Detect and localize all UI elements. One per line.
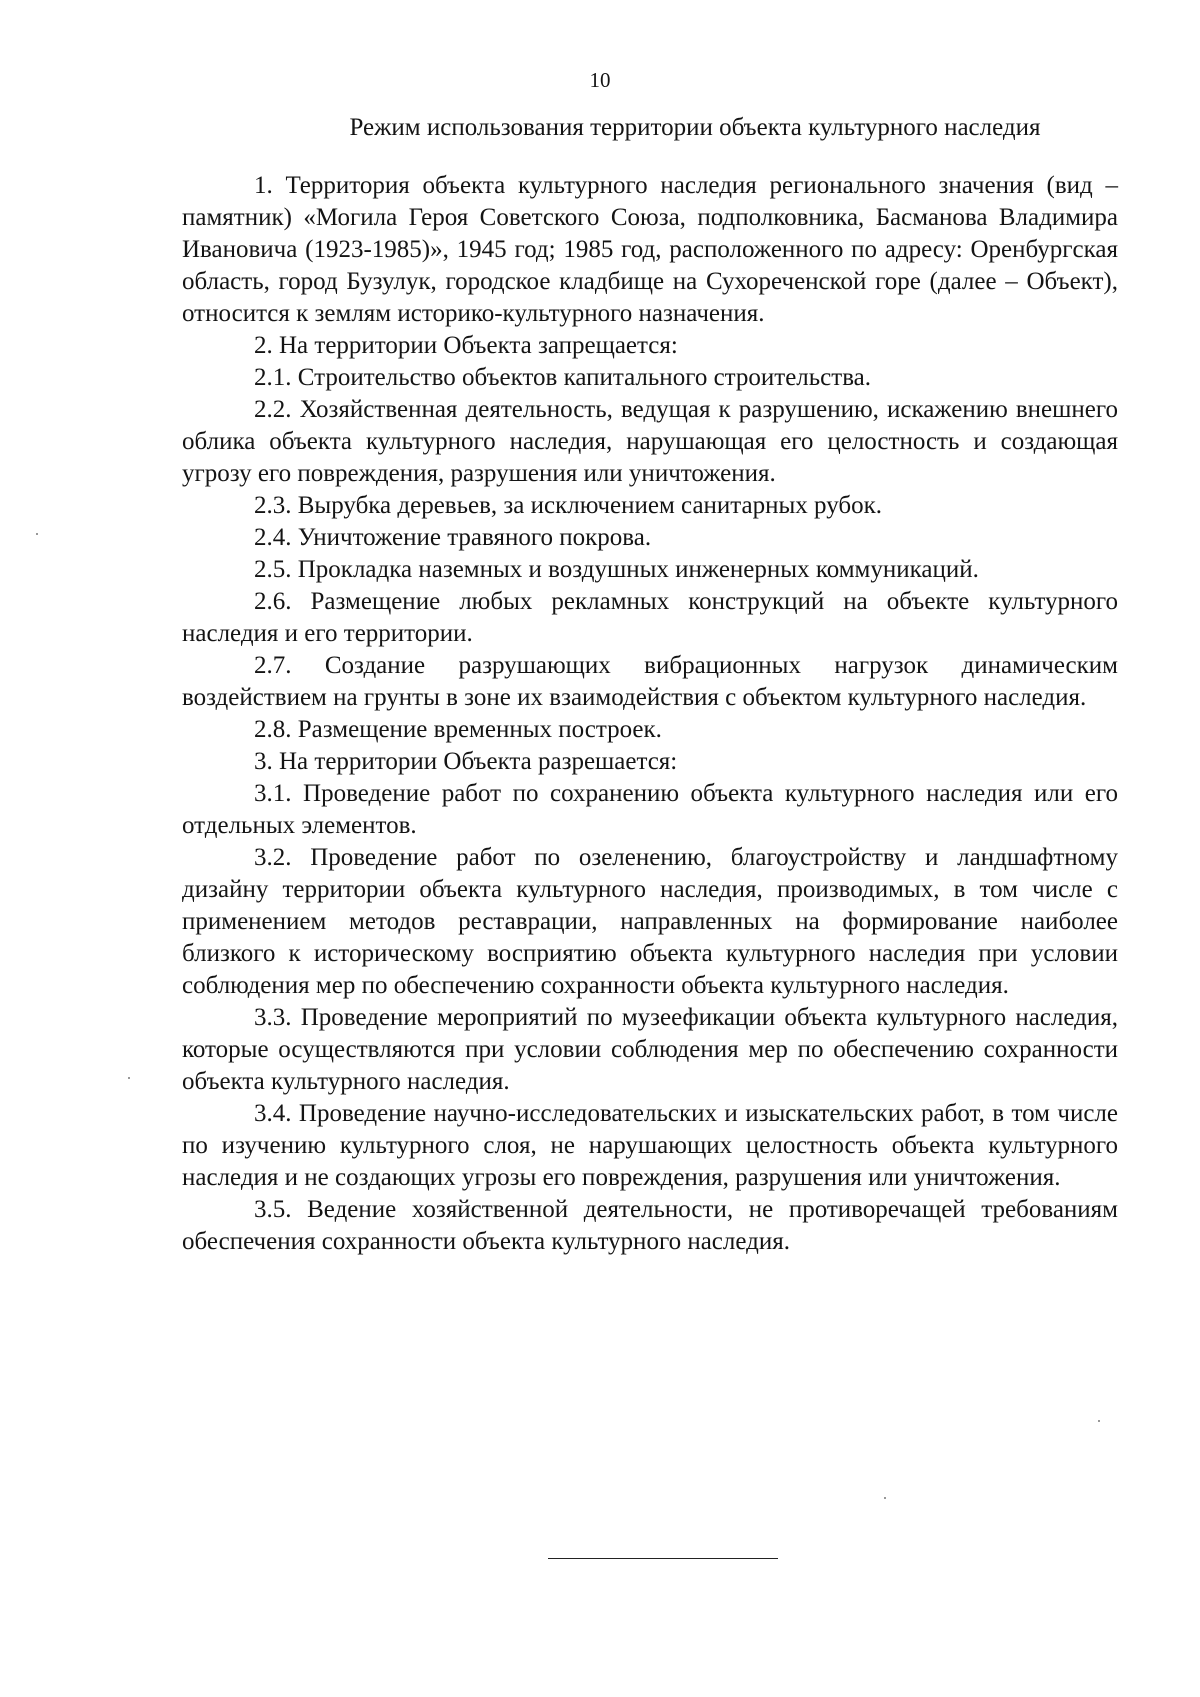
paragraph-2-6: 2.6. Размещение любых рекламных конструкций на объекте культурного наследия и его территории. [182,588,1118,647]
paragraph-2-4: 2.4. Уничтожение травяного покрова. [254,524,652,551]
paragraph-3: 3. На территории Объекта разрешается: [254,748,678,775]
end-rule [548,1558,778,1559]
paragraph-3-4: 3.4. Проведение научно-исследовательских и изыскательских работ, в том числе по изучению культурного слоя, не нарушающих целостность объекта культурного наследия и не создающих угрозы его повреждения, разрушения или уничтожения. [182,1100,1118,1191]
paragraph-3-3: 3.3. Проведение мероприятий по музеефикации объекта культурного наследия, которые осуществляются при условии соблюдения мер по обеспечению сохранности объекта культурного наследия. [182,1004,1118,1095]
scan-speck [1098,1420,1100,1422]
scan-speck [128,1077,130,1079]
paragraph-2: 2. На территории Объекта запрещается: [254,332,678,359]
scan-speck [884,1497,886,1499]
paragraph-2-3: 2.3. Вырубка деревьев, за исключением санитарных рубок. [254,492,883,519]
document-title: Режим использования территории объекта культурного наследия [349,114,1041,141]
paragraph-2-2: 2.2. Хозяйственная деятельность, ведущая к разрушению, искажению внешнего облика объекта культурного наследия, нарушающая его целостность и создающая угрозу его повреждения, разрушения или уничтожения. [182,396,1118,487]
paragraph-2-5: 2.5. Прокладка наземных и воздушных инженерных коммуникаций. [254,556,979,583]
document-body [182,170,1118,1258]
paragraph-2-1: 2.1. Строительство объектов капитального строительства. [254,364,872,391]
paragraph-3-5: 3.5. Ведение хозяйственной деятельности, не противоречащей требованиям обеспечения сохранности объекта культурного наследия. [182,1196,1118,1255]
paragraph-2-7: 2.7. Создание разрушающих вибрационных нагрузок динамическим воздействием на грунты в зоне их взаимодействия с объектом культурного наследия. [182,652,1118,711]
page-number: 10 [589,68,611,92]
paragraph-2-8: 2.8. Размещение временных построек. [254,716,662,743]
paragraph-3-1: 3.1. Проведение работ по сохранению объекта культурного наследия или его отдельных элементов. [182,780,1118,839]
paragraph-3-2: 3.2. Проведение работ по озеленению, благоустройству и ландшафтному дизайну территории объекта культурного наследия, производимых, в том числе с применением методов реставрации, направленных на формирование наиболее близкого к историческому восприятию объекта культурного наследия при условии соблюдения мер по обеспечению сохранности объекта культурного наследия. [182,844,1118,999]
paragraph-1: 1. Территория объекта культурного наследия регионального значения (вид – памятник) «Могила Героя Советского Союза, подполковника, Басманова Владимира Ивановича (1923-1985)», 1945 год; 1985 год, расположенного по адресу: Оренбургская область, город Бузулук, городское кладбище на Сухореченской горе (далее – Объект), относится к землям историко-культурного назначения. [182,172,1118,327]
scan-speck [36,533,38,535]
